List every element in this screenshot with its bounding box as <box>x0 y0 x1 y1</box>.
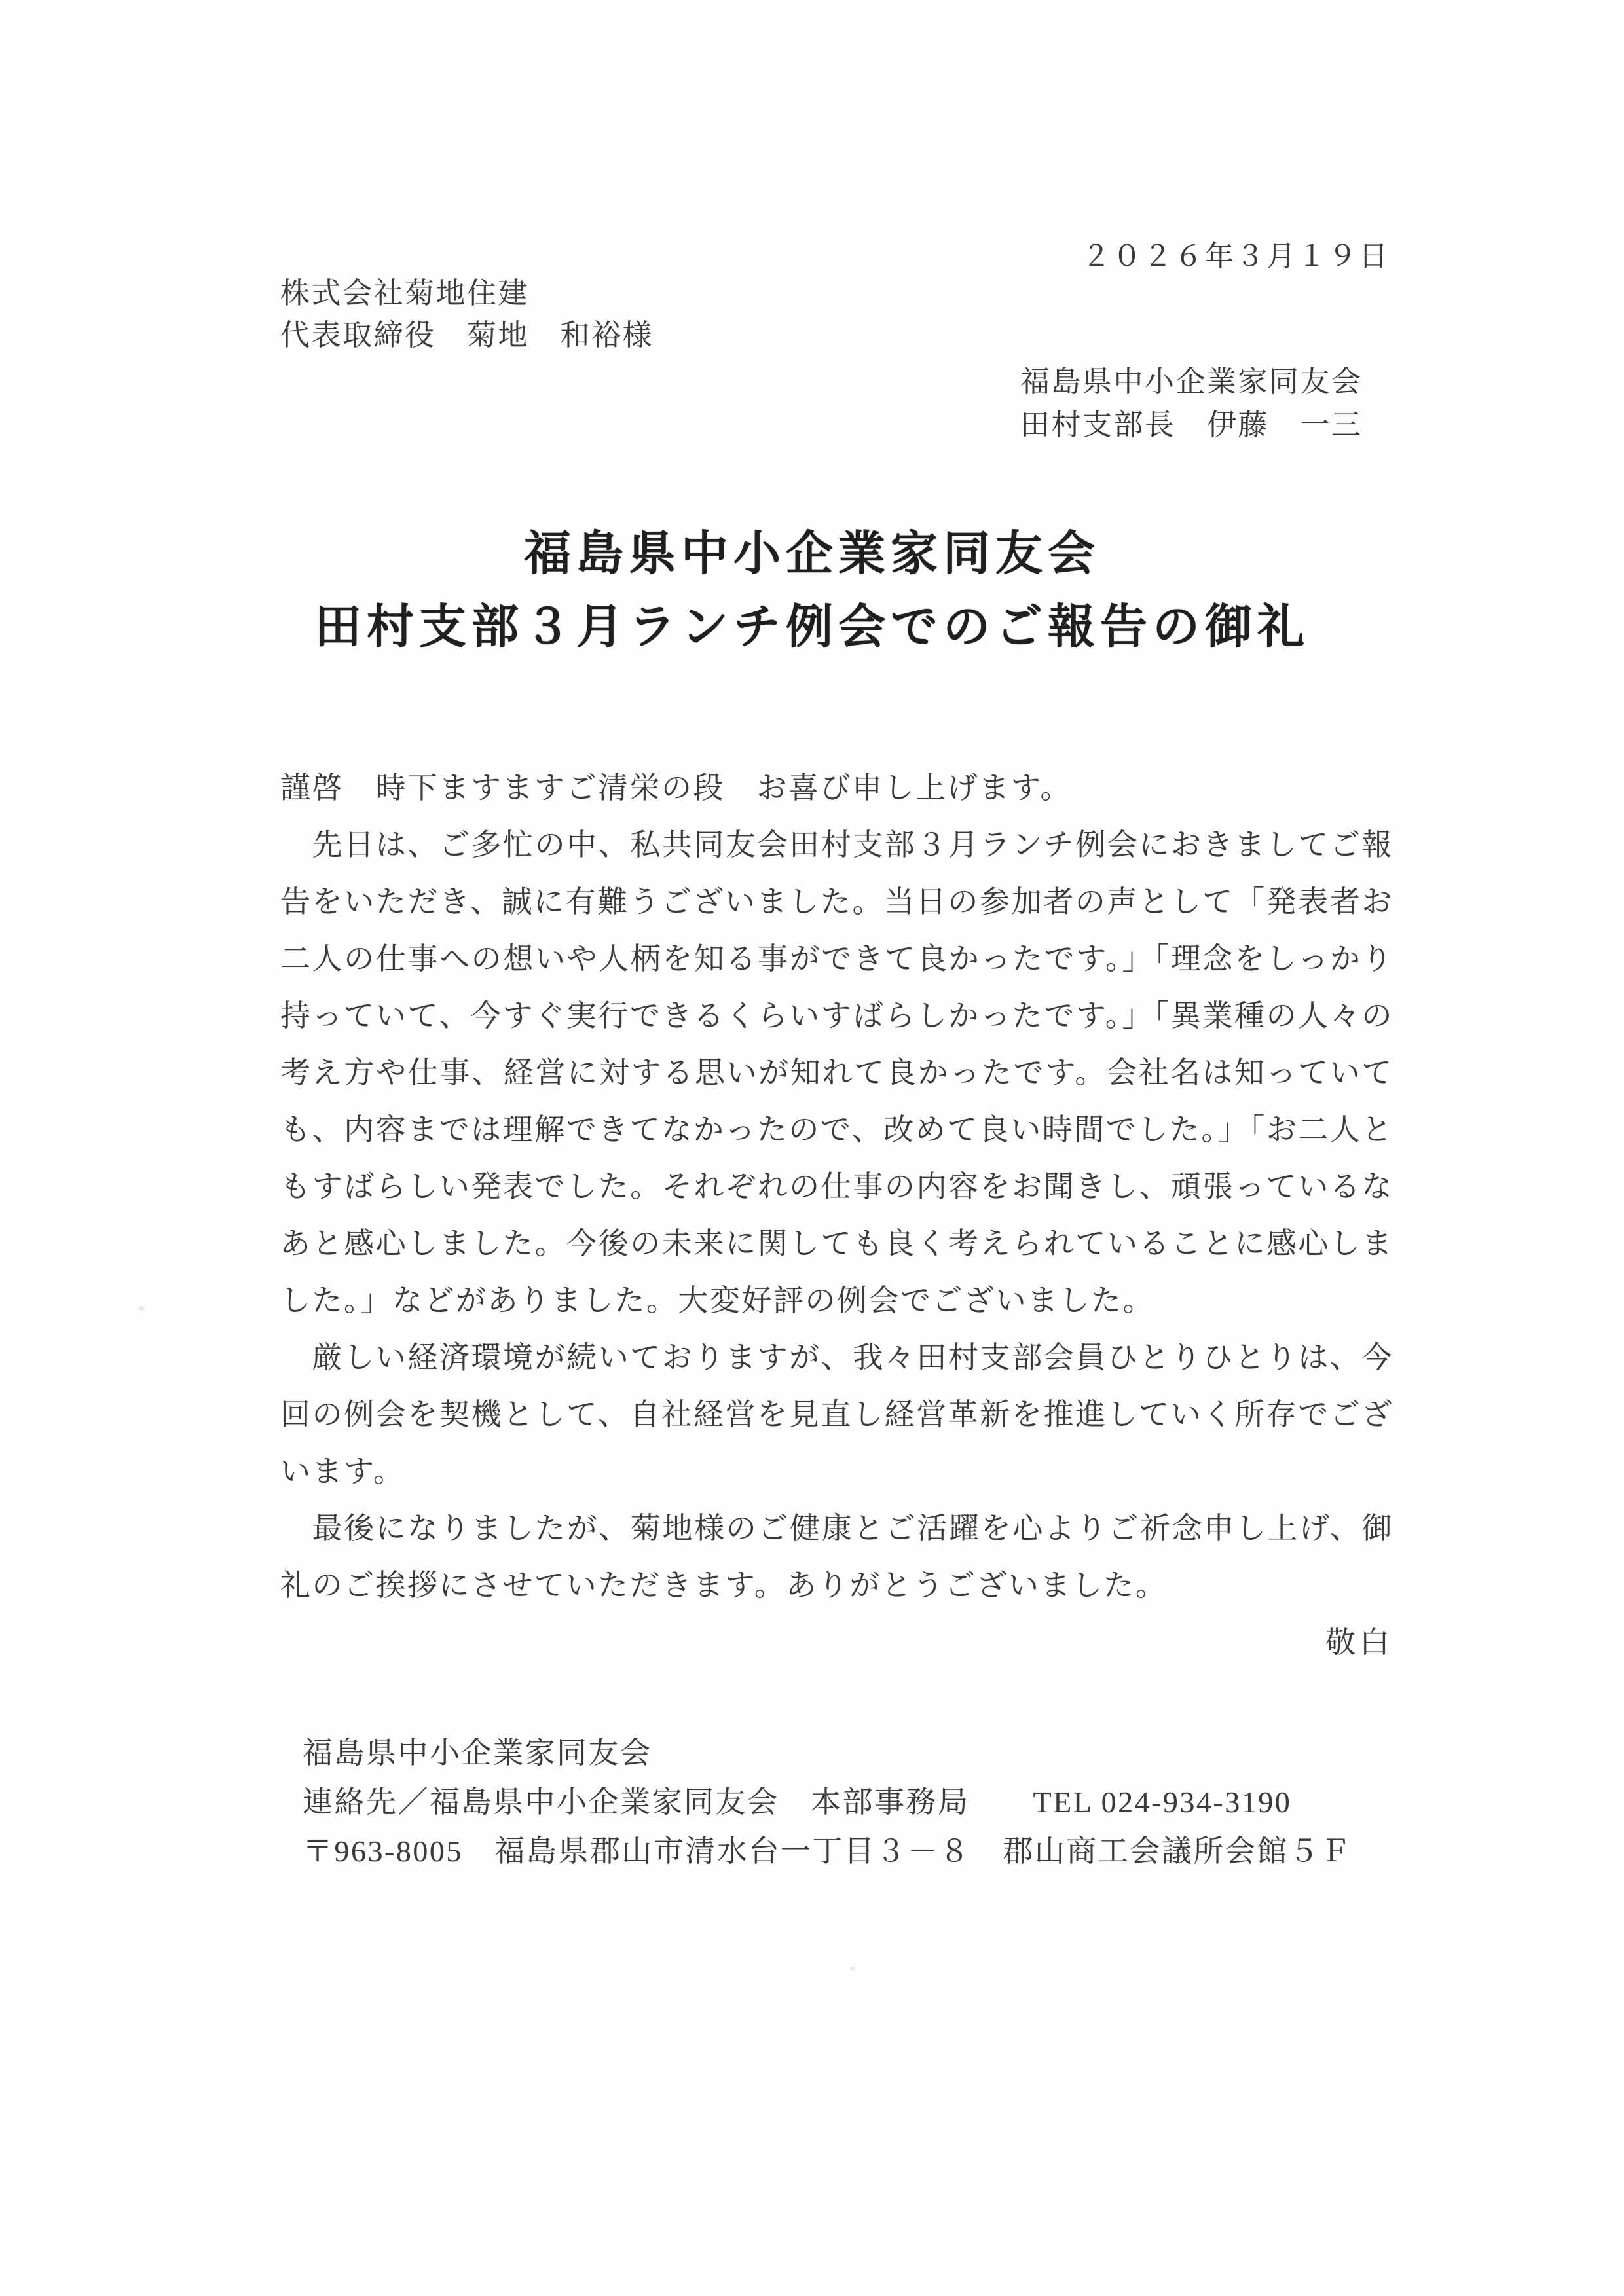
body-line: 謹啓 時下ますますご清栄の段 お喜び申し上げます。 <box>280 771 1072 805</box>
sender-organization: 福島県中小企業家同友会 <box>1020 365 1363 398</box>
footer-line: 連絡先／福島県中小企業家同友会 本部事務局 TEL 024-934-3190 <box>303 1785 1292 1819</box>
body-line: もすばらしい発表でした。それぞれの仕事の内容をお聞きし、頑張っているな <box>280 1170 1393 1203</box>
scan-speck <box>850 1967 855 1971</box>
body-line: 礼のご挨拶にさせていただきます。ありがとうございました。 <box>280 1569 1168 1602</box>
body-line: います。 <box>280 1455 405 1488</box>
body-paragraph-lines <box>280 759 1393 1614</box>
body-line: 考え方や仕事、経営に対する思いが知れて良かったです。会社名は知っていて <box>280 1056 1393 1089</box>
closing-salutation: 敬白 <box>1325 1626 1393 1659</box>
body-line: あと感心しました。今後の未来に関しても良く考えられていることに感心しま <box>280 1227 1393 1260</box>
body-line: 最後になりましたが、菊地様のご健康とご活躍を心よりご祈念申し上げ、御 <box>280 1512 1393 1545</box>
letter-title-line2: 田村支部３月ランチ例会でのご報告の御礼 <box>314 601 1310 653</box>
sender-representative: 田村支部長 伊藤 一三 <box>1020 409 1363 441</box>
body-line: 厳しい経済環境が続いておりますが、我々田村支部会員ひとりひとりは、今 <box>280 1341 1393 1374</box>
letter-title <box>0 517 1624 664</box>
letter-body <box>280 759 1393 1671</box>
body-line: 回の例会を契機として、自社経営を見直し経営革新を推進していく所存でござ <box>280 1398 1393 1431</box>
sender-block <box>1020 360 1363 446</box>
footer-line: 〒963-8005 福島県郡山市清水台一丁目３－８ 郡山商工会議所会館５Ｆ <box>303 1834 1352 1868</box>
letter-date: ２０２６年３月１９日 <box>1082 240 1390 272</box>
recipient-company: 株式会社菊地住建 <box>280 277 530 310</box>
recipient-block <box>280 272 654 356</box>
letter-title-line1: 福島県中小企業家同友会 <box>523 528 1100 580</box>
body-line: 持っていて、今すぐ実行できるくらいすばらしかったです。」「異業種の人々の <box>280 999 1393 1032</box>
body-line: 二人の仕事への想いや人柄を知る事ができて良かったです。」「理念をしっかり <box>280 942 1393 975</box>
body-line: 告をいただき、誠に有難うございました。当日の参加者の声として「発表者お <box>280 885 1393 919</box>
recipient-person: 代表取締役 菊地 和裕様 <box>280 319 654 352</box>
footer-contact-block <box>303 1728 1429 1876</box>
footer-line: 福島県中小企業家同友会 <box>303 1736 652 1770</box>
body-line: も、内容までは理解できてなかったので、改めて良い時間でした。」「お二人と <box>280 1113 1393 1146</box>
body-line: した。」などがありました。大変好評の例会でございました。 <box>280 1284 1154 1317</box>
scan-speck <box>139 1306 145 1311</box>
body-line: 先日は、ご多忙の中、私共同友会田村支部３月ランチ例会におきましてご報 <box>280 828 1393 862</box>
